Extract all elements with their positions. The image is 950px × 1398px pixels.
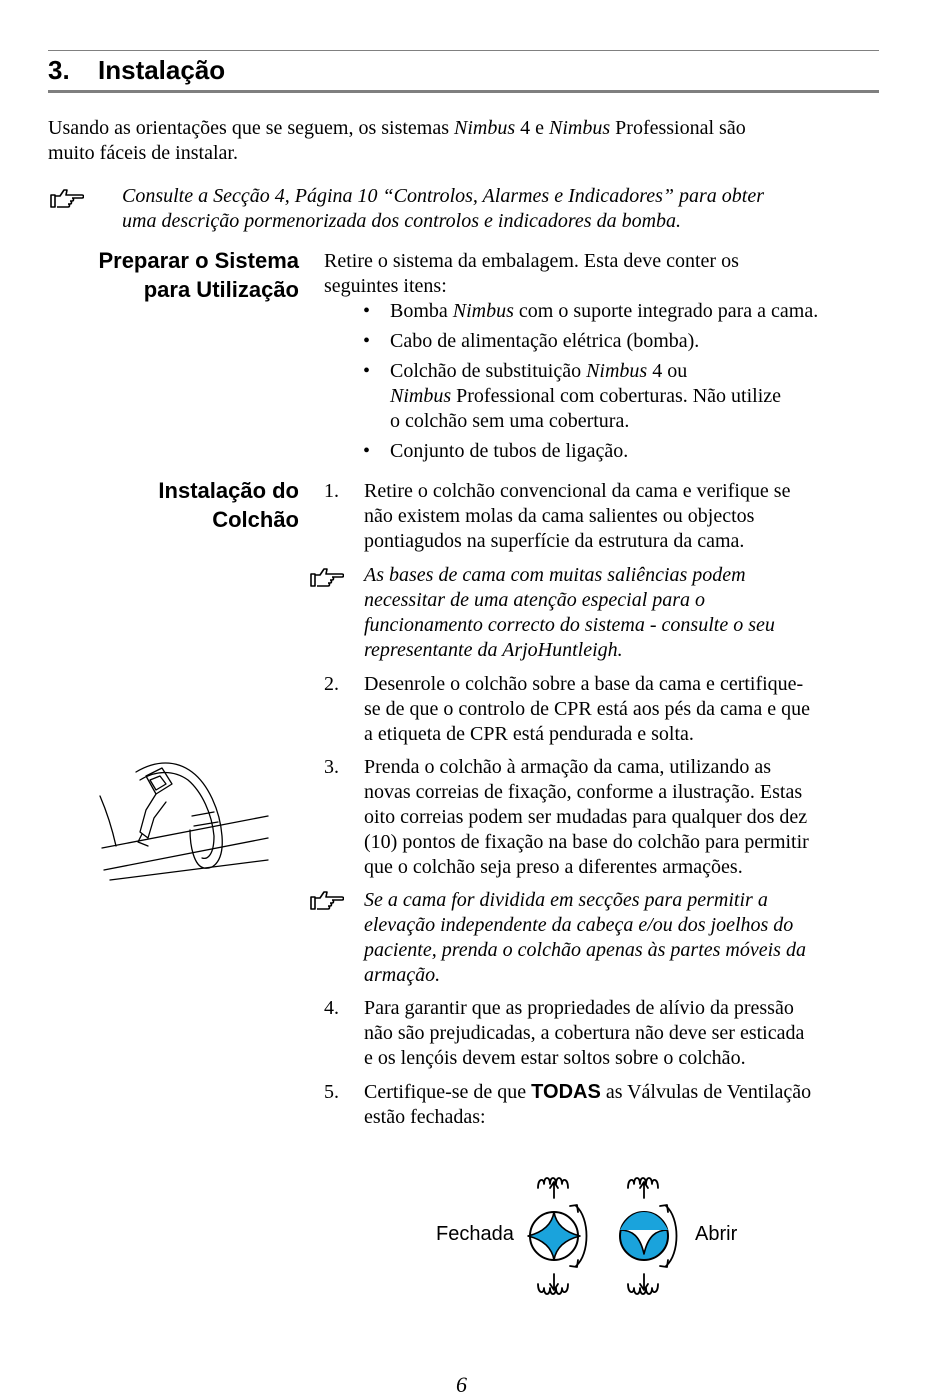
note-line: necessitar de uma atenção especial para o [364, 589, 706, 611]
preparar-heading [98, 246, 299, 304]
bullet: • [363, 300, 371, 322]
note-line: paciente, prenda o colchão apenas às partes móveis da [364, 939, 806, 961]
step-line: oito correias podem ser mudadas para qualquer dos dez [364, 806, 808, 828]
note-line: elevação independente da cabeça e/ou dos joelhos do [364, 914, 794, 936]
step-line: a etiqueta de CPR está pendurada e solta. [364, 723, 694, 745]
step-line: e os lençóis devem estar soltos sobre o colchão. [364, 1047, 746, 1069]
step-5 [364, 1080, 811, 1130]
intro-text: Professional são [610, 117, 746, 139]
note-line: uma descrição pormenorizada dos controlos e indicadores da bomba. [122, 210, 682, 232]
intro-nimbus: Nimbus [454, 117, 516, 139]
item-text: com o suporte integrado para a cama. [513, 300, 819, 322]
open-valve-icon [612, 1172, 682, 1300]
step-number: 3. [324, 756, 339, 778]
intro-text: Usando as orientações que se seguem, os sistemas [48, 117, 455, 139]
section-number: 3. [48, 55, 70, 85]
step-bold-text: TODAS [531, 1081, 601, 1103]
note-bed-bases [364, 563, 775, 663]
top-rule [48, 50, 879, 51]
step-text: as Válvulas de Ventilação [600, 1081, 812, 1103]
closed-valve-icon [526, 1172, 592, 1300]
preparar-intro-line: seguintes itens: [324, 275, 447, 297]
note-divided-bed [364, 888, 806, 988]
step-number: 5. [324, 1081, 339, 1103]
step-number: 4. [324, 997, 339, 1019]
pointing-hand-icon [310, 890, 344, 912]
instalacao-heading-line2: Colchão [212, 507, 299, 532]
instalacao-heading [158, 476, 299, 534]
section-title: Instalação [98, 55, 226, 85]
step-2 [364, 672, 810, 747]
note-line: Consulte a Secção 4, Página 10 “Controlos, Alarmes e Indicadores” para obter [122, 185, 765, 207]
step-3 [364, 755, 809, 880]
item-text: Colchão de substituição [390, 360, 587, 382]
step-line: novas correias de fixação, conforme a ilustração. Estas [364, 781, 803, 803]
list-item: Conjunto de tubos de ligação. [390, 440, 629, 462]
note-controls-reference [122, 184, 764, 234]
bullet: • [363, 330, 371, 352]
step-line: não são prejudicadas, a cobertura não deve ser esticada [364, 1022, 805, 1044]
step-line: se de que o controlo de CPR está aos pés da cama e que [364, 698, 810, 720]
item-italic: Nimbus [586, 360, 648, 382]
intro-nimbus: Nimbus [549, 117, 611, 139]
pointing-hand-icon [50, 188, 84, 210]
preparar-heading-line2: para Utilização [143, 277, 299, 302]
item-text: 4 ou [647, 360, 688, 382]
step-line: (10) pontos de fixação na base do colchão para permitir [364, 831, 809, 853]
pointing-hand-icon [310, 567, 344, 589]
page-number: 6 [456, 1372, 467, 1397]
section-heading [48, 54, 225, 86]
note-line: armação. [364, 964, 441, 986]
intro-text: 4 e [515, 117, 550, 139]
step-text: Certifique-se de que [364, 1081, 532, 1103]
step-number: 2. [324, 673, 339, 695]
step-1 [364, 479, 790, 554]
preparar-intro [324, 249, 739, 299]
valve-open-label: Abrir [695, 1223, 738, 1245]
bullet: • [363, 360, 371, 382]
strap-illustration [96, 750, 276, 890]
step-line: Para garantir que as propriedades de alívio da pressão [364, 997, 794, 1019]
item-italic: Nimbus [390, 385, 452, 407]
preparar-heading-line1: Preparar o Sistema [98, 248, 299, 273]
note-line: representante da ArjoHuntleigh. [364, 639, 623, 661]
list-item [390, 359, 781, 434]
note-line: funcionamento correcto do sistema - consulte o seu [364, 614, 775, 636]
item-text: Professional com coberturas. Não utilize [451, 385, 782, 407]
step-number: 1. [324, 480, 339, 502]
note-line: As bases de cama com muitas saliências podem [364, 564, 746, 586]
step-line: Prenda o colchão à armação da cama, utilizando as [364, 756, 772, 778]
item-italic: Nimbus [452, 300, 514, 322]
step-line: estão fechadas: [364, 1106, 486, 1128]
note-line: Se a cama for dividida em secções para permitir a [364, 889, 768, 911]
list-item: Cabo de alimentação elétrica (bomba). [390, 330, 700, 352]
list-item [390, 299, 818, 324]
step-line: que o colchão seja preso a diferentes armações. [364, 856, 743, 878]
bottom-rule [48, 90, 879, 93]
item-text: Bomba [390, 300, 453, 322]
step-line: Retire o colchão convencional da cama e verifique se [364, 480, 791, 502]
valve-closed-label: Fechada [436, 1223, 514, 1245]
item-text: o colchão sem uma cobertura. [390, 410, 630, 432]
step-line: pontiagudos na superfície da estrutura da cama. [364, 530, 745, 552]
instalacao-heading-line1: Instalação do [158, 478, 299, 503]
intro-text-line2: muito fáceis de instalar. [48, 142, 238, 164]
step-line: Desenrole o colchão sobre a base da cama e certifique- [364, 673, 804, 695]
preparar-intro-line: Retire o sistema da embalagem. Esta deve conter os [324, 250, 739, 272]
intro-paragraph [48, 116, 746, 166]
bullet: • [363, 440, 371, 462]
step-line: não existem molas da cama salientes ou objectos [364, 505, 755, 527]
step-4 [364, 996, 804, 1071]
